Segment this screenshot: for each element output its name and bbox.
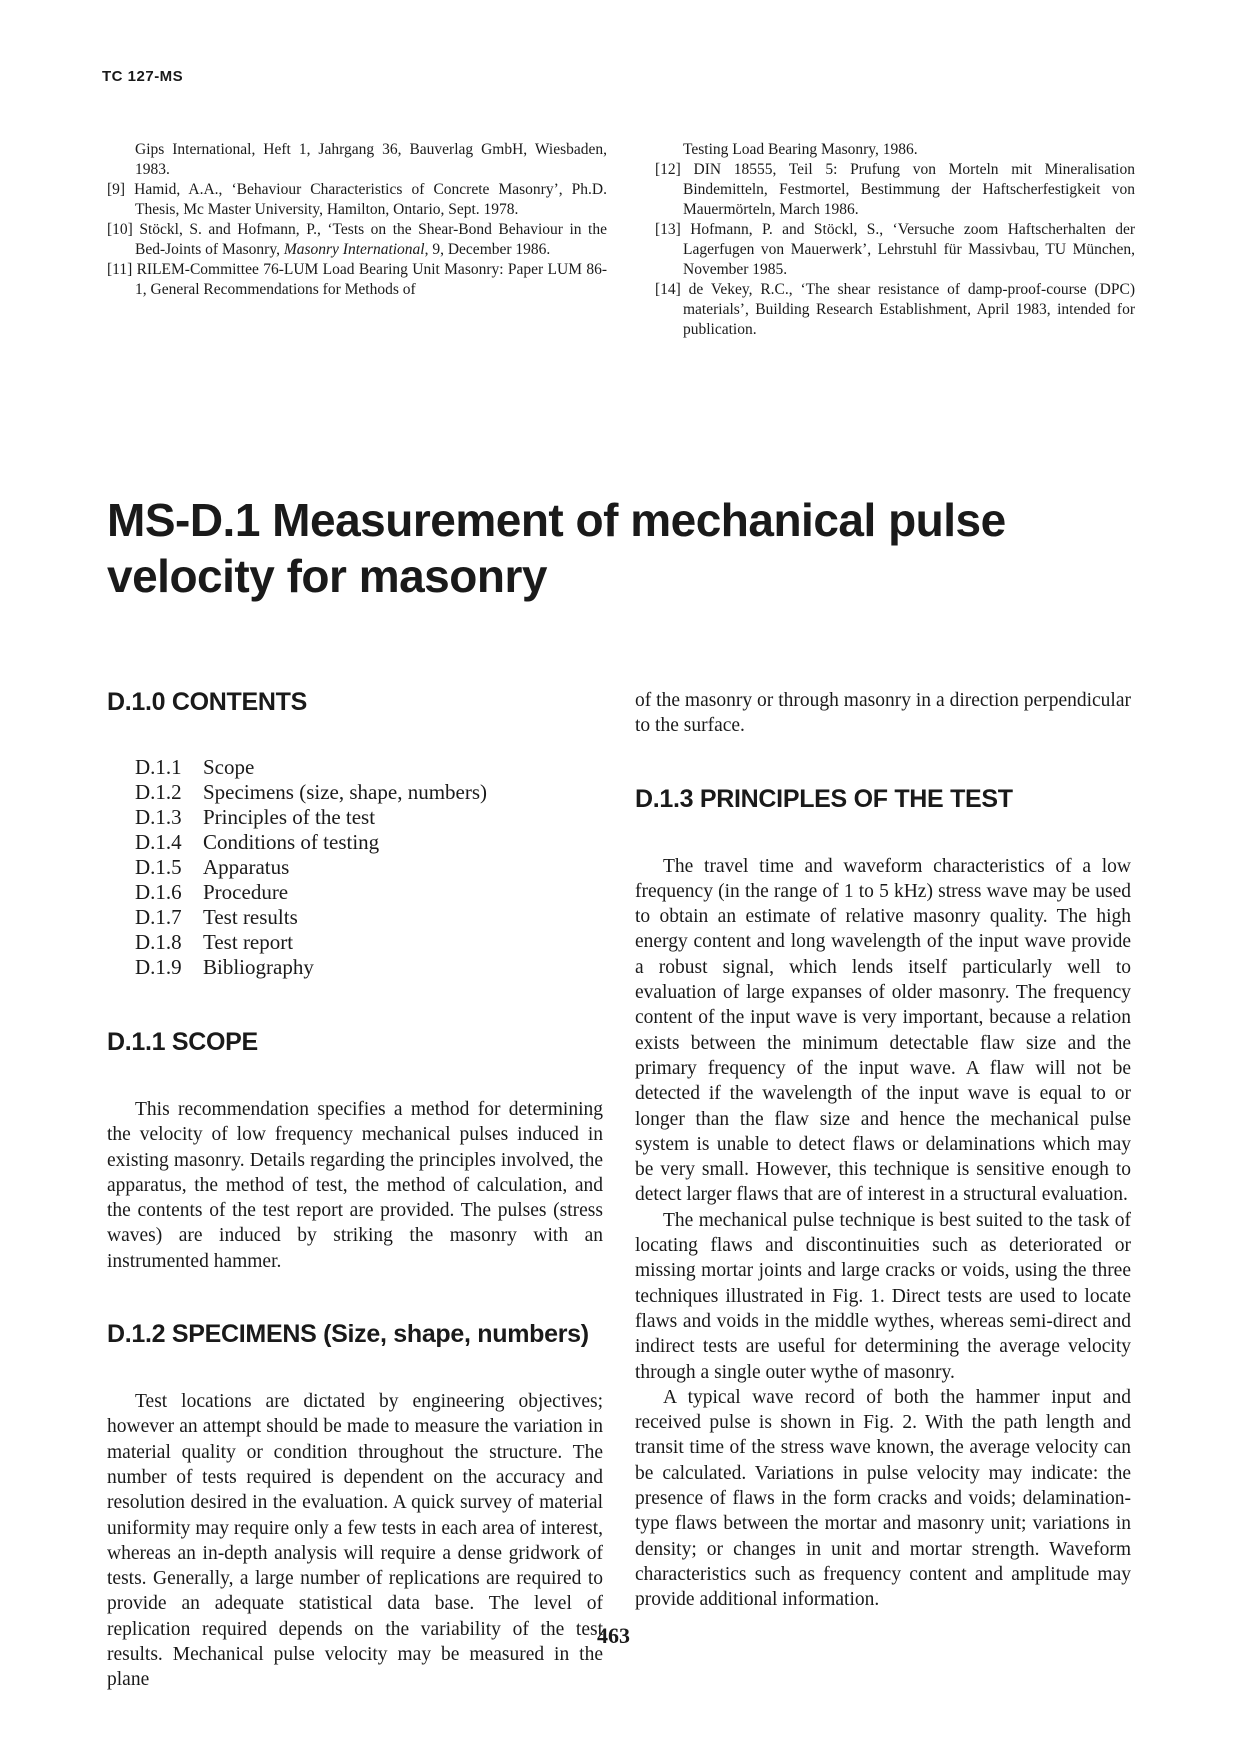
contents-item-number: D.1.9 xyxy=(135,955,182,979)
scope-paragraph: This recommendation specifies a method for determining the velocity of low frequency mechanical pulses induced in existing masonry. Details regarding the principles involved, the apparatus, the method of test, the method of calculation, and the contents of the test report are provided. The pulses (stress waves) are induced by striking the masonry with an instrumented hammer. xyxy=(107,1099,603,1272)
principles-heading: D.1.3 PRINCIPLES OF THE TEST xyxy=(635,784,1013,813)
principles-paragraph: The travel time and waveform characteristics of a low frequency (in the range of 1 to 5 kHz) stress wave may be used to obtain an estimate of relative masonry quality. The high energy content and long wavelength of the input wave provide a robust signal, which lends itself particularly well to evaluation of large expanses of older masonry. The frequency content of the input wave is very important, because a relation exists between the minimum detectable flaw size and the primary frequency of the input wave. A flaw will not be detected if the wavelength of the input wave is equal to or longer than the flaw size and hence the mechanical pulse system is unable to detect flaws or delaminations which may be very small. However, this technique is sensitive enough to detect larger flaws that are of interest in a structural evaluation. xyxy=(635,855,1131,1206)
contents-item xyxy=(135,880,603,905)
page-title: MS-D.1 Measurement of mechanical pulse velocity for masonry xyxy=(107,494,1006,602)
references-right xyxy=(655,140,1135,340)
contents-item-label: Procedure xyxy=(203,880,289,904)
reference-item: [14] de Vekey, R.C., ‘The shear resistance of damp-proof-course (DPC) materials’, Building Research Establishment, April 1983, intended for publication. xyxy=(655,281,1135,338)
principles-paragraph: The mechanical pulse technique is best suited to the task of locating flaws and discontinuities such as deteriorated or missing mortar joints and large cracks or voids, using the three techniques illustrated in Fig. 1. Direct tests are used to locate flaws and voids in the middle wythes, whereas semi-direct and indirect tests are useful for determining the average velocity through a single outer wythe of masonry. xyxy=(635,1209,1131,1383)
specimens-paragraph: Test locations are dictated by engineering objectives; however an attempt should be made to measure the variation in material quality or condition throughout the structure. The number of tests required is dependent on the accuracy and resolution desired in the evaluation. A quick survey of material uniformity may require only a few tests in each area of interest, whereas an in-depth analysis will require a dense gridwork of tests. Generally, a large number of replications are required to provide an adequate statistical data base. The level of replication required depends on the variability of the test results. Mechanical pulse velocity may be measured in the plane xyxy=(107,1391,603,1691)
reference-item: [12] DIN 18555, Teil 5: Prufung von Morteln mit Mineralisation Bindemitteln, Festmortel, Bestimmung der Haftscherfestigkeit von Mauermörteln, March 1986. xyxy=(655,161,1135,218)
left-column xyxy=(107,688,603,1693)
reference-item xyxy=(107,220,607,260)
references-left xyxy=(107,140,607,300)
contents-item-label: Specimens (size, shape, numbers) xyxy=(203,780,488,804)
contents-item-label: Test results xyxy=(203,905,298,929)
reference-text: [10] Stöckl, S. and Hofmann, P., ‘Tests on the Shear-Bond Behaviour in the Bed-Joints of Masonry, xyxy=(107,221,607,258)
contents-item-label: Bibliography xyxy=(203,955,314,979)
contents-item xyxy=(135,755,603,780)
contents-item-number: D.1.3 xyxy=(135,805,182,829)
contents-item-label: Apparatus xyxy=(203,855,290,879)
contents-item xyxy=(135,905,603,930)
contents-item xyxy=(135,855,603,880)
contents-item-label: Conditions of testing xyxy=(203,830,380,854)
contents-item-number: D.1.6 xyxy=(135,880,182,904)
contents-item xyxy=(135,955,603,980)
reference-item: [9] Hamid, A.A., ‘Behaviour Characteristics of Concrete Masonry’, Ph.D. Thesis, Mc Master University, Hamilton, Ontario, Sept. 1978. xyxy=(107,181,607,218)
contents-item-label: Principles of the test xyxy=(203,805,376,829)
contents-item-label: Test report xyxy=(203,930,294,954)
contents-item xyxy=(135,830,603,855)
contents-item-label: Scope xyxy=(203,755,255,779)
contents-item xyxy=(135,780,603,805)
reference-text: , 9, December 1986. xyxy=(424,241,551,258)
reference-journal: Masonry International xyxy=(283,241,425,258)
contents-item xyxy=(135,930,603,955)
contents-list xyxy=(135,755,603,980)
reference-item: Testing Load Bearing Masonry, 1986. xyxy=(683,141,918,158)
scope-heading: D.1.1 SCOPE xyxy=(107,1028,258,1056)
contents-item-number: D.1.1 xyxy=(135,755,182,779)
right-column xyxy=(635,688,1131,1613)
contents-item xyxy=(135,805,603,830)
contents-item-number: D.1.2 xyxy=(135,780,182,804)
page-number: 463 xyxy=(597,1623,630,1648)
contents-heading: D.1.0 CONTENTS xyxy=(107,688,307,716)
running-head: TC 127-MS xyxy=(102,68,184,85)
reference-item: [13] Hofmann, P. and Stöckl, S., ‘Versuche zoom Haftscherhalten der Lagerfugen von Mauerwerk’, Lehrstuhl für Massivbau, TU München, November 1985. xyxy=(655,221,1135,278)
specimens-heading: D.1.2 SPECIMENS (Size, shape, numbers) xyxy=(107,1320,589,1349)
reference-item: [11] RILEM-Committee 76-LUM Load Bearing Unit Masonry: Paper LUM 86-1, General Recommendations for Methods of xyxy=(107,261,607,298)
principles-paragraph: A typical wave record of both the hammer input and received pulse is shown in Fig. 2. With the path length and transit time of the stress wave known, the average velocity can be calculated. Variations in pulse velocity may indicate: the presence of flaws in the form cracks and voids; delamination-type flaws between the mortar and masonry unit; variations in density; or changes in unit and mortar strength. Waveform characteristics such as frequency content and amplitude may provide additional information. xyxy=(635,1386,1131,1611)
specimens-paragraph-continued: of the masonry or through masonry in a direction perpendicular to the surface. xyxy=(635,690,1131,737)
contents-item-number: D.1.5 xyxy=(135,855,182,879)
reference-item: Gips International, Heft 1, Jahrgang 36, Bauverlag GmbH, Wiesbaden, 1983. xyxy=(135,141,607,178)
contents-item-number: D.1.8 xyxy=(135,930,182,954)
contents-item-number: D.1.4 xyxy=(135,830,182,854)
contents-item-number: D.1.7 xyxy=(135,905,182,929)
